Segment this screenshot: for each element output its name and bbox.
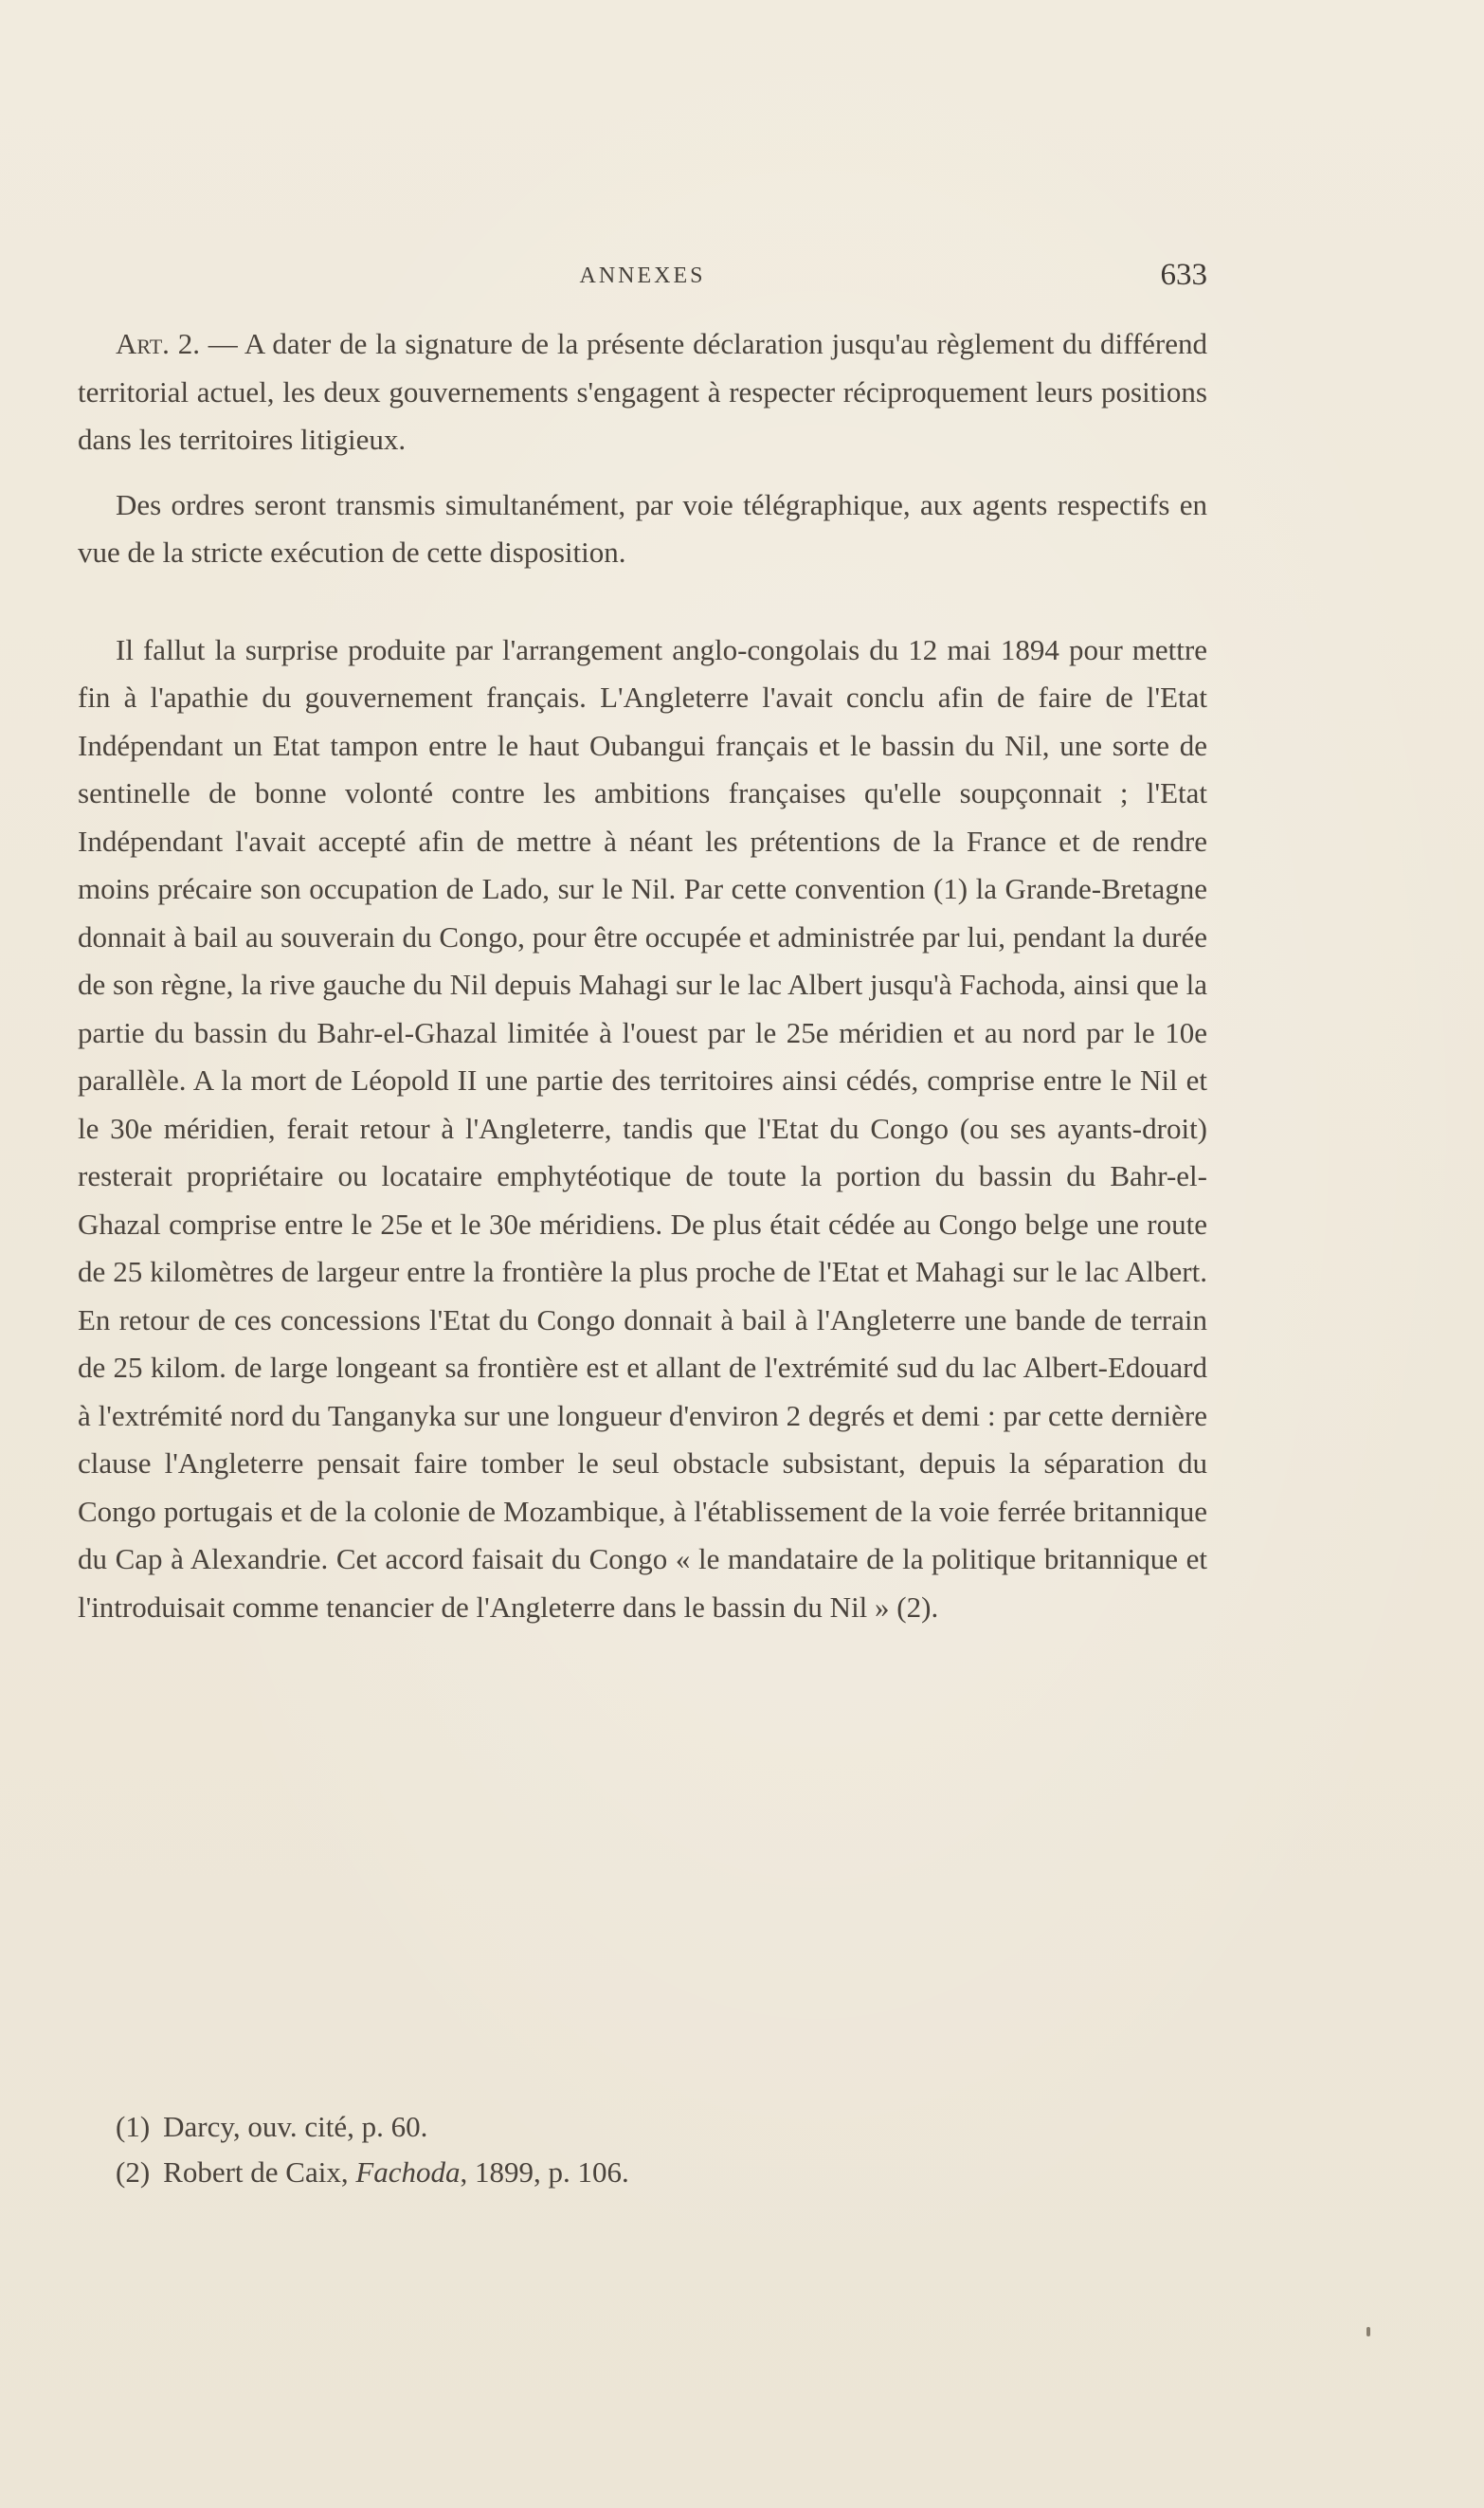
running-head xyxy=(78,258,1207,301)
page-number: 633 xyxy=(1160,258,1207,292)
main-paragraph: Il fallut la surprise produite par l'arrangement anglo-congolais du 12 mai 1894 pour mettre fin à l'apathie du gouvernement français. L'Angleterre l'avait conclu afin de faire de l'Etat Indépendant un Etat tampon entre le haut Oubangui français et le bassin du Nil, une sorte de sentinelle de bonne volonté contre les ambitions françaises qu'elle soupçonnait ; l'Etat Indépendant l'avait accepté afin de mettre à néant les prétentions de la France et de rendre moins précaire son occupation de Lado, sur le Nil. Par cette convention (1) la Grande-Bretagne donnait à bail au souverain du Congo, pour être occupée et administrée par lui, pendant la durée de son règne, la rive gauche du Nil depuis Mahagi sur le lac Albert jusqu'à Fachoda, ainsi que la partie du bassin du Bahr-el-Ghazal limitée à l'ouest par le 25e méridien et au nord par le 10e parallèle. A la mort de Léopold II une partie des territoires ainsi cédés, comprise entre le Nil et le 30e méridien, ferait retour à l'Angleterre, tandis que l'Etat du Congo (ou ses ayants-droit) resterait propriétaire ou locataire emphytéotique de toute la portion du bassin du Bahr-el-Ghazal comprise entre le 25e et le 30e méridiens. De plus était cédée au Congo belge une route de 25 kilomètres de largeur entre la frontière la plus proche de l'Etat et Mahagi sur le lac Albert. En retour de ces concessions l'Etat du Congo donnait à bail à l'Angleterre une bande de terrain de 25 kilom. de large longeant sa frontière est et allant de l'extrémité sud du lac Albert-Edouard à l'extrémité nord du Tanganyka sur une longueur d'environ 2 degrés et demi : par cette dernière clause l'Angleterre pensait faire tomber le seul obstacle subsistant, depuis la séparation du Congo portugais et de la colonie de Mozambique, à l'établissement de la voie ferrée britannique du Cap à Alexandrie. Cet accord faisait du Congo « le mandataire de la politique britannique et l'introduisait comme tenancier de l'Angleterre dans le bassin du Nil » (2). xyxy=(78,632,1207,1624)
footnote-text-end: , 1899, p. 106. xyxy=(460,2155,629,2189)
article-label: Art. 2. xyxy=(116,327,200,360)
paper-speck xyxy=(1366,2327,1370,2336)
body-text xyxy=(78,320,1207,1631)
article-text: — A dater de la signature de la présente déclaration jusqu'au règlement du différend territorial actuel, les deux gouvernements s'engagent à respecter réciproquement leurs positions dans les territoires litigieux. xyxy=(78,327,1208,456)
footnote-text: Darcy, ouv. cité, p. 60. xyxy=(163,2110,428,2143)
footnote-1 xyxy=(116,2104,1205,2150)
footnote-text: Robert de Caix, xyxy=(163,2155,356,2189)
article-2-paragraph xyxy=(78,320,1207,464)
footnote-mark: (1) xyxy=(116,2110,151,2143)
orders-paragraph: Des ordres seront transmis simultanément, par voie télégraphique, aux agents respectifs en vue de la stricte exécution de cette disposition. xyxy=(78,487,1207,569)
footnote-mark: (2) xyxy=(116,2155,151,2189)
footnotes xyxy=(116,2104,1205,2195)
footnote-title: Fachoda xyxy=(355,2155,461,2189)
footnote-2 xyxy=(116,2150,1205,2195)
running-head-title: ANNEXES xyxy=(579,264,706,288)
